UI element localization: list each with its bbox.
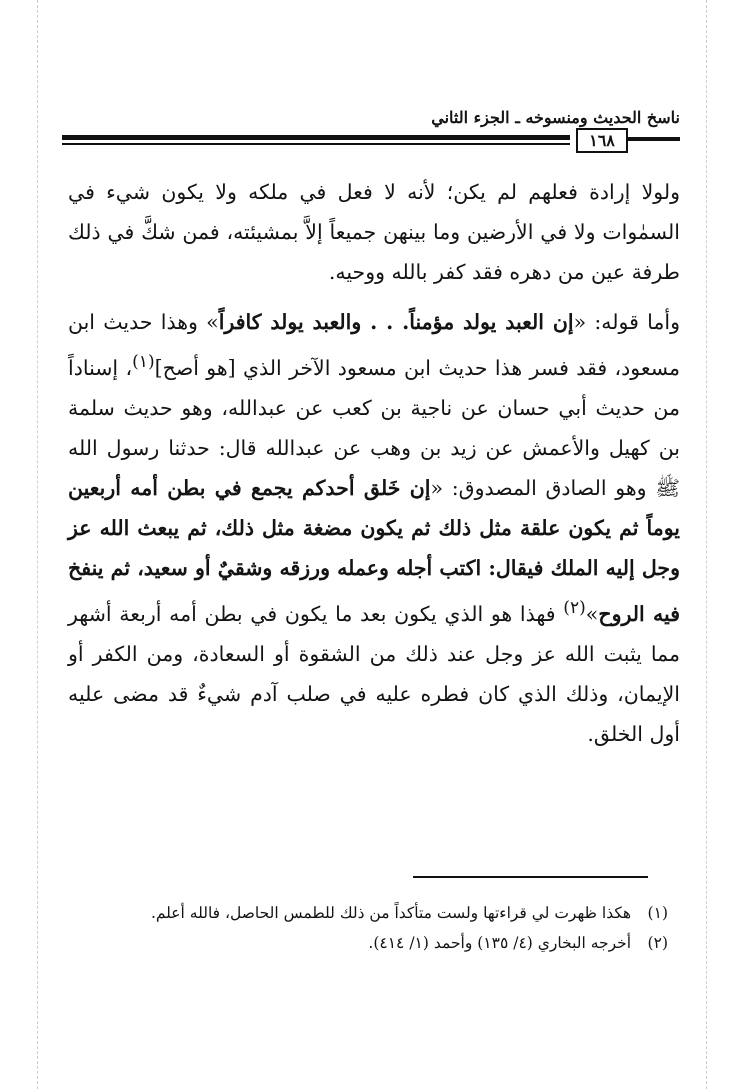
page-number: ١٦٨ — [576, 128, 628, 153]
main-text — [68, 172, 680, 764]
running-title: ناسخ الحديث ومنسوخه ـ الجزء الثاني — [431, 108, 680, 127]
footnote — [68, 928, 668, 958]
footnote-ref: (٢) — [563, 597, 586, 618]
hadith-quote: إن خَلق أحدكم يجمع في بطن أمه أربعين يوماً ثم يكون علقة مثل ذلك ثم يكون مضغة مثل ذلك، ثم يبعث الله عز وجل إليه الملك فيقال: اكتب أجله وعمله ورزقه وشقيٌ أو سعيد، ثم ينفخ فيه الروح — [68, 475, 680, 626]
bold-quote: إن العبد يولد مؤمناً. . . والعبد يولد كافراً — [218, 310, 574, 334]
page-header — [62, 108, 680, 156]
footnote-number: (٢) — [647, 934, 668, 952]
footnote-text: هكذا ظهرت لي قراءتها ولست متأكداً من ذلك للطمس الحاصل، فالله أعلم. — [150, 904, 632, 922]
footnote-ref: (١) — [132, 352, 155, 372]
text-span: » وهذا حديث ابن مسعود، فقد فسر هذا حديث ابن مسعود الآخر الذي [هو أصح] — [68, 310, 680, 380]
header-rule — [62, 135, 570, 140]
paragraph — [68, 302, 680, 754]
text-span: وأما قوله: « — [573, 310, 680, 334]
footnote-text: أخرجه البخاري (٤/ ١٣٥) وأحمد (١/ ٤١٤). — [368, 934, 632, 952]
text-span: فهذا هو الذي يكون بعد ما يكون في بطن أمه أربعة أشهر مما يثبت الله عز وجل عند ذلك من الشقوة أو السعادة، ومن الكفر أو الإيمان، وذلك الذي كان فطره عليه في صلب آدم شيءٌ قد مضى عليه أول الخلق. — [68, 601, 680, 746]
footnote — [68, 898, 668, 928]
text-span: » — [585, 601, 599, 626]
footnotes — [68, 898, 668, 958]
fold-line — [706, 0, 707, 1089]
page-number-bar — [628, 137, 680, 141]
fold-line — [37, 0, 38, 1089]
paragraph: ولولا إرادة فعلهم لم يكن؛ لأنه لا فعل في ملكه ولا يكون شيء في السمٰوات ولا في الأرضين وما بينهن جميعاً إلاَّ بمشيئته، فمن شكَّ في ذلك طرفة عين من دهره فقد كفر بالله ووحيه. — [68, 180, 680, 284]
footnote-separator — [413, 876, 648, 878]
text-span: ، إسناداً من حديث أبي حسان عن ناجية بن كعب عن عبدالله، وهو حديث سلمة بن كهيل والأعمش عن زيد بن وهب عن عبدالله قال: حدثنا رسول الله ﷺ وهو الصادق المصدوق: « — [68, 355, 680, 500]
header-rule — [62, 143, 570, 145]
footnote-number: (١) — [647, 904, 668, 922]
